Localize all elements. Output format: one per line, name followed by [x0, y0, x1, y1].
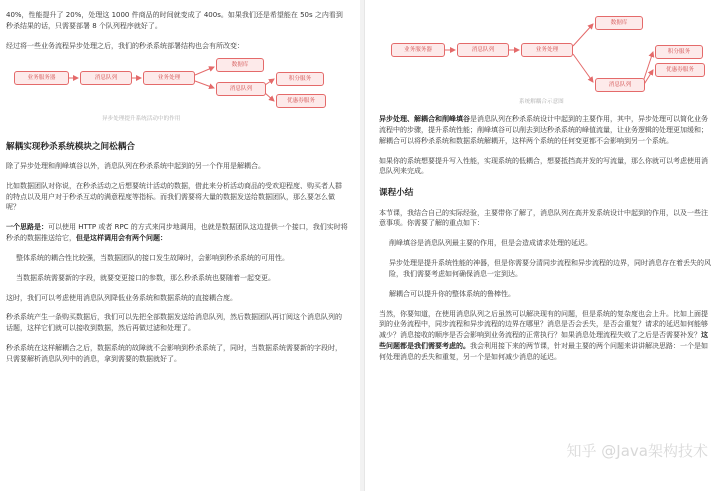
- watermark: 知乎 @Java架构技术: [566, 441, 708, 460]
- coupon-service-node: 优惠券服务: [276, 94, 326, 108]
- paragraph: 秒杀系统在这样解耦合之后，数据系统的故障就不会影响到秒杀系统了，同时，当数据系统需要新的字段时，只需要解析消息队列中的消息，拿到需要的数据就好了。: [6, 344, 342, 363]
- paragraph: 40%，性能提升了 20%，处理这 1000 件商品的时间就变成了 400s。如果我们还是希望能在 50s 之内看到秒杀结果的话，只需要部署 8 个队列程序就好了。: [6, 11, 343, 30]
- business-service-node: 业务服务器: [391, 43, 445, 57]
- points-service-node: 积分服务: [655, 45, 703, 59]
- diagram-caption: 异步处理提升系统活动中的作用: [102, 115, 181, 122]
- async-diagram: [6, 61, 348, 131]
- paragraph: 本节课，我结合自己的实际经验，主要带你了解了，消息队列在高并发系统设计中起到的作用，以及一些注意事项。你需要了解的重点如下：: [379, 208, 708, 228]
- bold-text: 这些问题都是我们需要考虑的。: [379, 331, 708, 351]
- business-service-node: 业务服务器: [14, 71, 69, 85]
- paragraph: 如果你的系统想要提升写入性能，实现系统的低耦合，想要抵挡高并发的写流量，那么你就可以考虑使用消息队列来完成。: [379, 156, 708, 176]
- list-item: 解耦合可以提升你的整体系统的鲁棒性。: [389, 289, 515, 298]
- paragraph: 比如数据团队对你说，在秒杀活动之后想要统计活动的数据，借此来分析活动商品的受欢迎程度、购买者人群的特点以及用户对于秒杀互动的满意程度等指标。而我们需要将大量的数据发送给数据团队，那么要怎么做呢？: [6, 181, 342, 212]
- text: 是消息队列在秒杀系统设计中起到的主要作用，其中，异步处理可以简化业务流程中的步骤，提升系统性能；削峰填谷可以削去到达秒杀系统的峰值流量，让业务逻辑的处理更加缓和；解耦合可以将秒杀系统和数据系统解耦开，这样两个系统的任何变更都不会影响到另一个系统。: [379, 115, 708, 145]
- list-item: 异步处理是提升系统性能的神器，但是你需要分清同步流程和异步流程的边界，同时消息存在着丢失的风险，我们需要考虑如何确保消息一定到达。: [389, 259, 711, 278]
- list-item: 当数据系统需要新的字段，就要变更接口的参数，那么秒杀系统也要随着一起变更。: [16, 273, 275, 282]
- points-service-node: 积分服务: [276, 72, 324, 86]
- paragraph: 这时，我们可以考虑使用消息队列降低业务系统和数据系统的直接耦合度。: [6, 293, 237, 302]
- list-item: 削峰填谷是消息队列最主要的作用，但是会造成请求处理的延迟。: [389, 239, 592, 248]
- right-page: [364, 0, 720, 491]
- diagram-caption: 系统解耦合示意图: [519, 99, 564, 105]
- section-heading: 解耦实现秒杀系统模块之间松耦合: [6, 141, 135, 152]
- paragraph: 秒杀系统产生一条购买数据后，我们可以先把全部数据发送给消息队列，然后数据团队再订阅这个消息队列的话题，这样它们就可以接收到数据，然后再做过滤和处理了。: [6, 313, 342, 333]
- database-node: 数据库: [216, 58, 264, 72]
- decoupling-diagram: [379, 8, 712, 108]
- message-queue-node-2: 消息队列: [595, 78, 645, 92]
- message-queue-node-2: 消息队列: [216, 82, 266, 96]
- bold-text: 但是这样调用会有两个问题：: [76, 234, 167, 243]
- message-queue-node: 消息队列: [457, 43, 509, 57]
- paragraph: [379, 309, 712, 363]
- text: 可以使用 HTTP 或者 RPC 的方式来同步地调用，也就是数据团队这边提供一个接口，我们实时将秒杀的数据推送给它，: [6, 223, 348, 243]
- paragraph: 经过将一些业务流程异步处理之后，我们的秒杀系统部署结构也会有所改变：: [6, 41, 244, 50]
- list-item: 整体系统的耦合性比较强，当数据团队的接口发生故障时，会影响到秒杀系统的可用性。: [16, 253, 289, 262]
- paragraph: 除了异步处理和削峰填谷以外，消息队列在秒杀系统中起到的另一个作用是解耦合。: [6, 161, 265, 170]
- bold-lead: 一个思路是：: [6, 223, 48, 232]
- business-process-node: 业务处理: [521, 43, 573, 57]
- message-queue-node: 消息队列: [80, 71, 132, 85]
- coupon-service-node: 优惠券服务: [655, 63, 705, 77]
- text: 当然，你要知道，在使用消息队列之后虽然可以解决现有的问题，但是系统的复杂度也会上升。比如上面提到的业务流程中，同步流程和异步流程的边界在哪里？消息是否会丢失，是否会重复？请求的延迟如何能够减少？消息接收的顺序是否会影响到业务流程的正常执行？如果消息处理流程失败了之后是否需要补发？: [379, 309, 708, 340]
- paragraph: [379, 114, 712, 147]
- business-process-node: 业务处理: [143, 71, 195, 85]
- paragraph: [6, 222, 348, 244]
- bold-text: 异步处理、解耦合和削峰填谷: [379, 115, 470, 123]
- database-node: 数据库: [595, 16, 643, 30]
- section-heading: 课程小结: [379, 188, 414, 199]
- text: 我会利用接下来的两节课，针对最主要的两个问题来讲讲解决思路：一个是如何处理消息的丢失和重复，另一个是如何减少消息的延迟。: [379, 342, 708, 361]
